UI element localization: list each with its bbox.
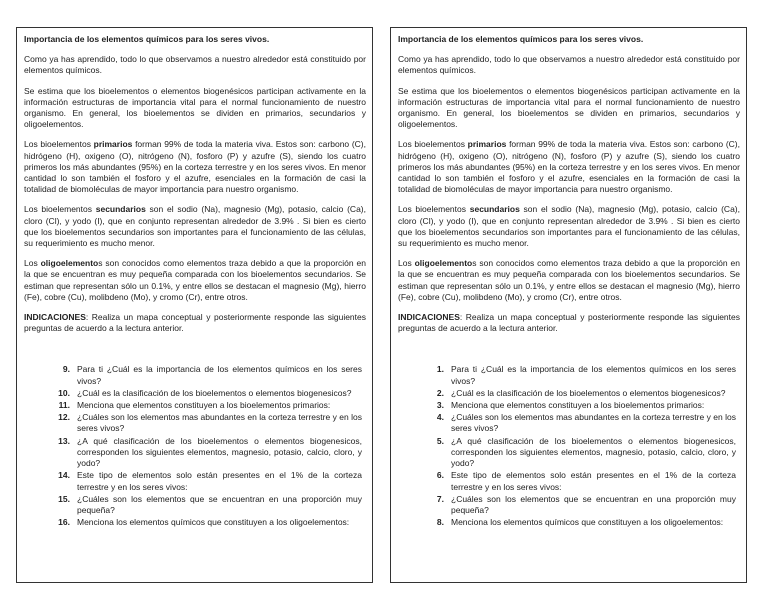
intro-paragraph: Como ya has aprendido, todo lo que observamos a nuestro alrededor está constituido por elementos químicos. — [398, 54, 740, 76]
list-item: 9. Para ti ¿Cuál es la importancia de los elementos químicos en los seres vivos? — [62, 364, 362, 386]
document-title: Importancia de los elementos químicos para los seres vivos. — [398, 34, 644, 44]
list-item: 6. Este tipo de elementos solo están presentes en el 1% de la corteza terrestre y en los seres vivos: — [436, 470, 736, 492]
primary-paragraph: Los bioelementos primarios forman 99% de toda la materia viva. Estos son: carbono (C), hidrógeno (H), oxigeno (O), nitrógeno (N), fosforo (P) y azufre (S), siendo los cuatro primeros los más abundantes (95%) en la corteza terrestre y en los seres vivos. En menor cantidad lo son también el fosforo y el azufre, esenciales en la formación de casi la totalidad de biomoléculas de mayor importancia para nuestro organismo. — [24, 139, 366, 195]
list-item: 16. Menciona los elementos químicos que constituyen a los oligoelementos: — [58, 517, 350, 528]
secondary-paragraph: Los bioelementos secundarios son el sodio (Na), magnesio (Mg), potasio, calcio (Ca), cloro (Cl), y yodo (I), que en conjunto representan alrededor de 3.9% . Si bien es cierto que los bioelementos secundarios son importantes para el funcionamiento de las células, su requerimiento es mucho menor. — [398, 204, 740, 249]
list-item: 3. Menciona que elementos constituyen a los bioelementos primarios: — [436, 400, 705, 411]
list-item: 13. ¿A qué clasificación de los bioelementos o elementos biogenesicos, corresponden los siguientes elementos, magnesio, potasio, calcio, cloro, y yodo? — [58, 435, 362, 469]
list-item: 8. Menciona los elementos químicos que constituyen a los oligoelementos: — [436, 517, 724, 528]
list-item: 7. ¿Cuáles son los elementos que se encuentran en una proporción muy pequeña? — [436, 493, 736, 515]
list-item: 10. ¿Cuál es la clasificación de los bioelementos o elementos biogenesicos? — [58, 387, 352, 398]
instructions-paragraph: INDICACIONES: Realiza un mapa conceptual y posteriormente responde las siguientes preguntas de acuerdo a la lectura anterior. — [24, 312, 366, 334]
question-list — [24, 364, 366, 528]
intro-paragraph: Como ya has aprendido, todo lo que observamos a nuestro alrededor está constituido por elementos químicos. — [24, 54, 366, 76]
primary-paragraph: Los bioelementos primarios forman 99% de toda la materia viva. Estos son: carbono (C), hidrógeno (H), oxigeno (O), nitrógeno (N), fosforo (P) y azufre (S), siendo los cuatro primeros los más abundantes (95%) en la corteza terrestre y en los seres vivos. En menor cantidad lo son también el fosforo y el azufre, esenciales en la formación de casi la totalidad de biomoléculas de mayor importancia para nuestro organismo. — [398, 139, 740, 195]
bioelements-paragraph: Se estima que los bioelementos o elementos biogenésicos participan activamente en la información estructuras de importancia vital para el normal funcionamiento de nuestro organismo. En general, los bioelementos se dividen en primarios, secundarios y oligoelementos. — [24, 85, 366, 130]
instructions-paragraph: INDICACIONES: Realiza un mapa conceptual y posteriormente responde las siguientes preguntas de acuerdo a la lectura anterior. — [398, 312, 740, 334]
worksheet-left — [16, 27, 373, 583]
worksheet-right — [390, 27, 747, 583]
oligo-paragraph: Los oligoelementos son conocidos como elementos traza debido a que la proporción en la que se encuentran es muy pequeña comparada con los bioelementos secundarios. Se estiman que representan sólo un 0.1%, y entre ellos se destacan el magnesio (Mg), hierro (Fe), cobre (Cu), molibdeno (Mo), y cromo (Cr), entre otros. — [398, 258, 740, 302]
list-item: 11. Menciona que elementos constituyen a los bioelementos primarios: — [58, 400, 331, 411]
list-item: 5. ¿A qué clasificación de los bioelementos o elementos biogenesicos, corresponden los siguientes elementos, magnesio, potasio, calcio, cloro, y yodo? — [436, 435, 736, 469]
bioelements-paragraph: Se estima que los bioelementos o elementos biogenésicos participan activamente en la información estructuras de importancia vital para el normal funcionamiento de nuestro organismo. En general, los bioelementos se dividen en primarios, secundarios y oligoelementos. — [398, 85, 740, 130]
list-item: 12. ¿Cuáles son los elementos mas abundantes en la corteza terrestre y en los seres vivos? — [58, 412, 362, 434]
document-title: Importancia de los elementos químicos para los seres vivos. — [24, 34, 270, 44]
oligo-paragraph: Los oligoelementos son conocidos como elementos traza debido a que la proporción en la que se encuentran es muy pequeña comparada con los bioelementos secundarios. Se estiman que representan sólo un 0.1%, y entre ellos se destacan el magnesio (Mg), hierro (Fe), cobre (Cu), molibdeno (Mo), y cromo (Cr), entre otros. — [24, 258, 366, 302]
list-item: 2. ¿Cuál es la clasificación de los bioelementos o elementos biogenesicos? — [436, 387, 726, 398]
list-item: 4. ¿Cuáles son los elementos mas abundantes en la corteza terrestre y en los seres vivos? — [436, 412, 736, 434]
list-item: 1. Para ti ¿Cuál es la importancia de los elementos químicos en los seres vivos? — [436, 364, 736, 386]
list-item: 15. ¿Cuáles son los elementos que se encuentran en una proporción muy pequeña? — [58, 493, 362, 515]
question-list — [398, 364, 740, 528]
secondary-paragraph: Los bioelementos secundarios son el sodio (Na), magnesio (Mg), potasio, calcio (Ca), cloro (Cl), y yodo (I), que en conjunto representan alrededor de 3.9% . Si bien es cierto que los bioelementos secundarios son importantes para el funcionamiento de las células, su requerimiento es mucho menor. — [24, 204, 366, 249]
list-item: 14. Este tipo de elementos solo están presentes en el 1% de la corteza terrestre y en los seres vivos: — [58, 470, 362, 492]
